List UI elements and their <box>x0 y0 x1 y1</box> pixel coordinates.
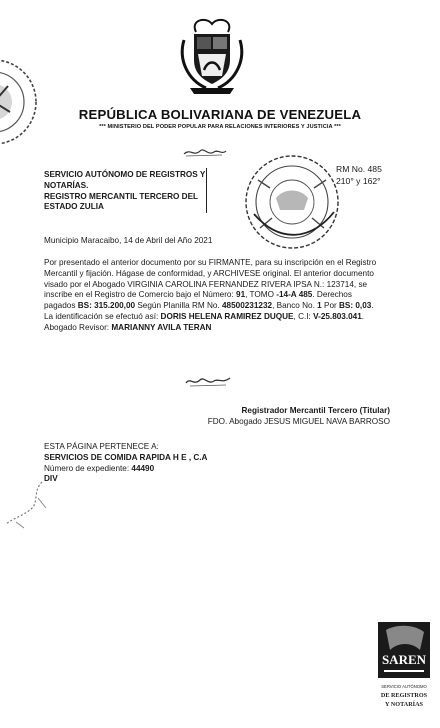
office-line: SERVICIO AUTÓNOMO DE REGISTROS Y <box>44 170 206 179</box>
body-line: La identificación se efectuó así: DORIS HELENA RAMIREZ DUQUE, C.I: V-25.803.041. <box>44 312 365 322</box>
registry-number: RM No. 485 <box>336 164 382 174</box>
signature-mark <box>182 146 228 158</box>
partial-stamp-mark <box>2 478 50 532</box>
office-line: NOTARÍAS. <box>44 180 89 190</box>
logo-caption: SERVICIO AUTÓNOMO <box>381 684 427 689</box>
date-line: Municipio Maracaibo, 14 de Abril del Año 2021 <box>44 236 213 245</box>
registration-text <box>44 258 396 334</box>
partial-seal-stamp <box>0 56 46 154</box>
registrar-title: Registrador Mercantil Tercero (Titular) <box>241 406 390 415</box>
body-line: Por presentado el anterior documento por su FIRMANTE, para su inscripción en el Registro <box>44 258 377 267</box>
office-block <box>44 170 209 213</box>
company-name: SERVICIOS DE COMIDA RAPIDA H E , C.A <box>44 452 208 462</box>
document-code: DIV <box>44 474 58 484</box>
vertical-divider <box>206 168 207 213</box>
body-line: Mercantil y fijación. Hágase de conformidad, y ARCHIVESE original. El anterior documento <box>44 268 374 278</box>
ownership-block <box>44 442 207 485</box>
ministry-subtitle: *** MINISTERIO DEL PODER POPULAR PARA RELACIONES INTERIORES Y JUSTICIA *** <box>99 124 341 130</box>
logo-caption: DE REGISTROS <box>380 692 428 699</box>
registry-seal-stamp <box>240 152 348 252</box>
body-line: pagados BS: 315.200,00 Según Planilla RM No. 48500231232, Banco No. 1 Por BS: 0,03. <box>44 301 374 311</box>
body-line: Abogado Revisor: MARIANNY AVILA TERAN <box>44 322 212 332</box>
body-line: inscribe en el Registro de Comercio bajo el Número: 91, TOMO -14-A 485. Derechos <box>44 290 352 300</box>
signature-mark <box>184 374 232 388</box>
registrar-name: FDO. Abogado JESUS MIGUEL NAVA BARROSO <box>207 416 390 426</box>
ownership-intro: ESTA PÁGINA PERTENECE A: <box>44 442 159 451</box>
country-title: REPÚBLICA BOLIVARIANA DE VENEZUELA <box>78 107 362 122</box>
logo-caption: Y NOTARÍAS <box>385 701 423 708</box>
logo-name: SAREN <box>381 652 427 667</box>
office-line: REGISTRO MERCANTIL TERCERO DEL <box>44 191 199 201</box>
file-number-line: Número de expediente: 44490 <box>44 463 155 473</box>
coat-of-arms-icon <box>176 14 248 98</box>
registrar-block <box>0 406 390 428</box>
saren-logo <box>374 620 436 716</box>
office-line: ESTADO ZULIA <box>44 202 104 212</box>
body-line: visado por el Abogado VIRGINIA CAROLINA FERNANDEZ RIVERA IPSA N.: 123714, se <box>44 279 368 289</box>
registry-years: 210° y 162° <box>336 175 381 186</box>
registry-reference <box>336 164 382 187</box>
